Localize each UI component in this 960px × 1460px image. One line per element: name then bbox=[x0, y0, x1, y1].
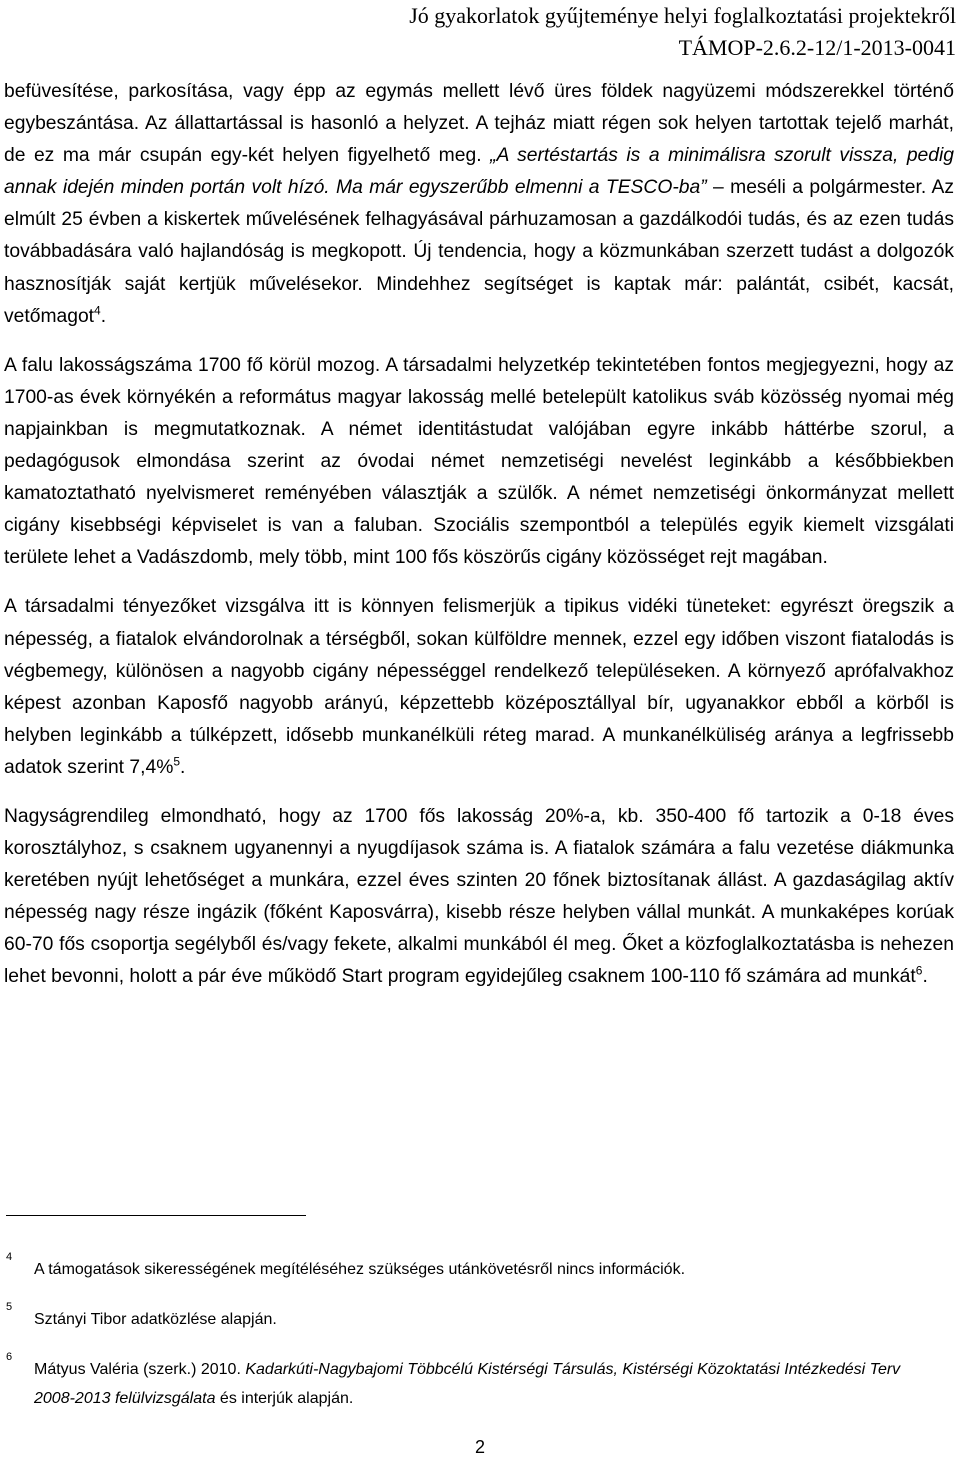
paragraph-1 bbox=[4, 76, 954, 333]
header-project-code: TÁMOP-2.6.2-12/1-2013-0041 bbox=[678, 35, 956, 60]
paragraph-3-text: A társadalmi tényezőket vizsgálva itt is könnyen felismerjük a tipikus vidéki tüneteket: egyrészt öregszik a népesség, a fiatalok elvándorolnak a térségből, sokan külföldre mennek, ezzel egy időben viszont fiatalodás is végbemegy, különösen a nagyobb cigány népességgel rendelkező településeken. A környező aprófalvakhoz képest azonban Kaposfő nagyobb arányú, képzettebb középosztállyal bír, ugyanakkor ebből a körből is helyben leginkább a túlképzett, idősebb munkanélküli réteg marad. A munkanélküliség aránya a legfrissebb adatok szerint 7,4% bbox=[4, 596, 954, 778]
footnote-text bbox=[34, 1355, 936, 1413]
footnote-separator bbox=[6, 1215, 306, 1216]
footnote-6 bbox=[6, 1351, 936, 1413]
paragraph-1-text-a: befüvesítése, parkosítása, vagy épp az egymás mellett lévő üres földek nagyüzemi módszerekkel történő egybeszántása. Az állattartással is hasonló a helyzet. A tejház miatt régen sok helyen tartottak tejelő marhát, de ez ma már csupán egy-két helyen figyelhető meg. bbox=[4, 81, 954, 167]
paragraph-3-end: . bbox=[180, 756, 186, 778]
footnote-citation-author: Mátyus Valéria (szerk.) 2010. bbox=[34, 1361, 246, 1378]
footnote-citation-suffix: és interjúk alapján. bbox=[215, 1390, 354, 1407]
footnote-number: 4 bbox=[6, 1251, 13, 1263]
paragraph-4-end: . bbox=[922, 966, 928, 988]
paragraph-1-end: . bbox=[100, 305, 107, 327]
footnote-number: 5 bbox=[6, 1301, 13, 1313]
page-header bbox=[409, 0, 956, 64]
footnote-text: A támogatások sikerességének megítéléséhez szükséges utánkövetésről nincs információk. bbox=[34, 1261, 686, 1278]
body-text bbox=[4, 76, 954, 994]
page-number: 2 bbox=[474, 1437, 485, 1457]
footnote-5 bbox=[6, 1301, 936, 1334]
paragraph-4 bbox=[4, 801, 954, 994]
paragraph-4-text: Nagyságrendileg elmondható, hogy az 1700 fős lakosság 20%-a, kb. 350-400 fő tartozik a 0-18 éves korosztályhoz, s csaknem ugyanennyi a nyugdíjasok száma is. A fiatalok számára a falu vezetése diákmunka keretében nyújt lehetőséget a munkára, ezzel éves szinten 20 főnek biztosítanak állást. A gazdaságilag aktív népesség nagy része ingázik (főként Kaposvárra), kisebb része helyben vállal munkát. A munkaképes korúak 60-70 fős csoportja segélyből és/vagy fekete, alkalmi munkából él meg. Őket a közfoglalkoztatásba is nehezen lehet bevonni, holott a pár éve működő Start program egyidejűleg csaknem 100-110 fő számára ad munkát bbox=[4, 805, 954, 988]
header-title: Jó gyakorlatok gyűjteménye helyi foglalkoztatási projektekről bbox=[409, 3, 956, 28]
paragraph-3 bbox=[4, 591, 954, 784]
footnote-ref-5[interactable]: 5 bbox=[173, 754, 181, 769]
mayor-quote: „A sertéstartás is a minimálisra szorult vissza, pedig annak idején minden portán volt hízó. Ma már egyszerűbb elmenni a TESCO-ba” bbox=[4, 145, 954, 199]
footnote-number: 6 bbox=[6, 1351, 13, 1363]
footnote-4 bbox=[6, 1251, 936, 1284]
footnote-text: Sztányi Tibor adatközlése alapján. bbox=[34, 1311, 277, 1328]
footnote-citation-title: Kadarkúti-Nagybajomi Többcélú Kistérségi Társulás, Kistérségi Közoktatási Intézkedési Terv 2008-2013 felülvizsgálata bbox=[34, 1361, 901, 1407]
footnote-ref-6[interactable]: 6 bbox=[915, 964, 923, 979]
paragraph-1-text-b: – meséli a polgármester. Az elmúlt 25 évben a kiskertek művelésének felhagyásával párhuzamosan a gazdálkodói tudás, és az ezen tudás továbbadására való hajlandóság is megkopott. Új tendencia, hogy a közmunkában szerzett tudást a dolgozók hasznosítják saját kertjük művelésekor. Mindehhez segítséget is kaptak már: palántát, csibét, kacsát, vetőmagot bbox=[4, 177, 955, 327]
paragraph-2: A falu lakosságszáma 1700 fő körül mozog. A társadalmi helyzetkép tekintetében fontos megjegyezni, hogy az 1700-as évek környékén a református magyar lakosság mellé betelepült katolikus sváb közösség nyomai még napjainkban is megmutatkoznak. A német identitástudat valójában egyre inkább háttérbe szorul, a pedagógusok elmondása szerint az óvodai német nemzetiségi nevelést leginkább a későbbiekben kamatoztatható nyelvismeret reményében választják a szülők. A német nemzetiségi önkormányzat mellett cigány kisebbségi képviselet is van a faluban. Szociális szempontból a település egyik kiemelt vizsgálati területe lehet a Vadászdomb, mely több, mint 100 fős köszörűs cigány közösséget rejt magában. bbox=[4, 354, 954, 569]
footnote-ref-4[interactable]: 4 bbox=[94, 303, 101, 318]
